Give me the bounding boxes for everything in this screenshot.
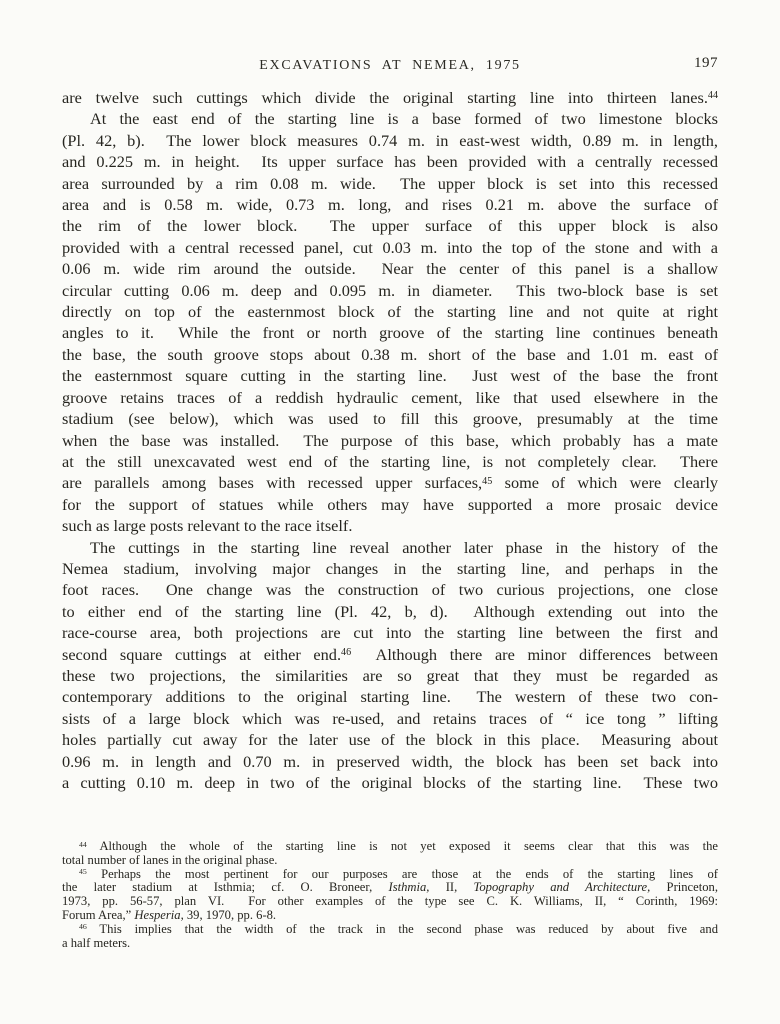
text-line: such as large posts relevant to the race itself.	[62, 516, 353, 536]
text-segment: are twelve such cuttings which divide the original starting line into thirteen lanes.	[62, 88, 708, 107]
text-line: at the still unexcavated west end of the starting line, is not completely clear. There	[62, 451, 718, 471]
text-segment: Princeton,	[650, 880, 718, 895]
text-line: when the base was installed. The purpose of this base, which probably has a mate	[62, 430, 718, 450]
footnotes-section	[62, 840, 718, 950]
text-line: a cutting 0.10 m. deep in two of the original blocks of the starting line. These two	[62, 773, 718, 792]
italic-text: Isthmia,	[388, 880, 430, 895]
text-line: contemporary additions to the original starting line. The western of these two con-	[62, 687, 718, 707]
italic-text: Hesperia,	[134, 907, 184, 922]
text-line: the rim of the lower block. The upper surface of this upper block is also	[62, 216, 718, 236]
paragraph	[62, 537, 718, 794]
paragraph	[62, 108, 718, 536]
running-title: EXCAVATIONS AT NEMEA, 1975	[259, 58, 521, 73]
text-line: and 0.225 m. in height. Its upper surface has been provided with a centrally recessed	[62, 152, 718, 172]
text-line: provided with a central recessed panel, cut 0.03 m. into the top of the stone and with a	[62, 237, 718, 257]
footnote-marker: 44	[79, 839, 87, 849]
text-line	[62, 868, 718, 882]
text-line: 0.06 m. wide rim around the outside. Near the center of this panel is a shallow	[62, 259, 718, 279]
text-segment: the later stadium at Isthmia; cf. O. Broneer,	[62, 880, 389, 895]
text-line	[62, 840, 718, 854]
text-line	[62, 923, 718, 937]
page-number: 197	[694, 55, 718, 71]
text-line: stadium (see below), which was used to fill this groove, presumably at the time	[62, 409, 718, 429]
text-line: a half meters.	[62, 935, 131, 950]
paragraph	[62, 87, 718, 108]
text-line: At the east end of the starting line is a base formed of two limestone blocks	[90, 109, 718, 129]
text-segment: some of which were clearly	[492, 473, 718, 493]
text-line: for the support of statues while others may have supported a more prosaic device	[62, 494, 718, 514]
text-line: foot races. One change was the construction of two curious projections, one close	[62, 580, 718, 600]
italic-text: Topography and Architecture,	[473, 880, 651, 895]
text-line	[62, 909, 718, 923]
footnote-marker: 45	[79, 867, 87, 877]
text-line: race-course area, both projections are cut into the starting line between the first and	[62, 623, 718, 643]
text-line	[62, 644, 718, 665]
footnote-marker: 44	[707, 90, 718, 102]
text-segment: Although there are minor differences between	[351, 644, 718, 664]
text-segment: 39, 1970, pp. 6-8.	[183, 907, 277, 922]
footnote-marker: 46	[341, 647, 352, 659]
text-line: the easternmost square cutting in the starting line. Just west of the base the front	[62, 366, 718, 386]
text-line: directly on top of the easternmost block of the starting line and not quite at right	[62, 302, 718, 322]
article-body	[62, 87, 718, 793]
text-line: holes partially cut away for the later use of the block in this place. Measuring about	[62, 730, 718, 750]
text-segment: Perhaps the most pertinent for our purposes are those at the ends of the starting lines of	[86, 866, 718, 881]
text-line: the base, the south groove stops about 0.38 m. short of the base and 1.01 m. east of	[62, 344, 718, 364]
text-line: to either end of the starting line (Pl. 42, b, d). Although extending out into the	[62, 601, 718, 621]
text-segment: Although the whole of the starting line is not yet exposed it seems clear that this was the	[86, 839, 718, 853]
text-segment: second square cuttings at either end.	[62, 644, 342, 664]
text-line: Nemea stadium, involving major changes in the starting line, and perhaps in the	[62, 558, 718, 578]
text-line: total number of lanes in the original phase.	[62, 852, 278, 867]
footnote	[62, 923, 718, 951]
text-line: The cuttings in the starting line reveal another later phase in the history of the	[90, 537, 718, 557]
text-line: these two projections, the similarities are so great that they must be regarded as	[62, 665, 718, 685]
text-line	[62, 881, 718, 895]
footnote	[62, 868, 718, 923]
footnote-marker: 45	[482, 475, 493, 487]
text-line: angles to it. While the front or north groove of the starting line continues beneath	[62, 323, 718, 343]
text-line: sists of a large block which was re-used, and retains traces of “ ice tong ” lifting	[62, 708, 718, 728]
footnote	[62, 840, 718, 868]
text-segment: This implies that the width of the track in the second phase was reduced by about five and	[86, 921, 718, 936]
text-line: 0.96 m. in length and 0.70 m. in preserved width, the block has been set back into	[62, 751, 718, 771]
text-segment: are parallels among bases with recessed upper surfaces,	[62, 473, 483, 493]
footnote-marker: 46	[79, 922, 87, 932]
text-line: circular cutting 0.06 m. deep and 0.095 m. in diameter. This two-block base is set	[62, 280, 718, 300]
page-header	[62, 56, 718, 76]
text-line: area and is 0.58 m. wide, 0.73 m. long, and rises 0.21 m. above the surface of	[62, 195, 718, 215]
text-segment: II,	[429, 880, 474, 895]
text-line	[62, 87, 718, 108]
text-line	[62, 472, 718, 493]
text-line: (Pl. 42, b). The lower block measures 0.74 m. in east-west width, 0.89 m. in length,	[62, 130, 718, 150]
text-line: 1973, pp. 56-57, plan VI. For other examples of the type see C. K. Williams, II, “ Corinth, 1969:	[62, 894, 718, 909]
text-line: area surrounded by a rim 0.08 m. wide. The upper block is set into this recessed	[62, 173, 718, 193]
text-segment: Forum Area,”	[62, 907, 135, 922]
text-line: groove retains traces of a reddish hydraulic cement, like that used elsewhere in the	[62, 387, 718, 407]
